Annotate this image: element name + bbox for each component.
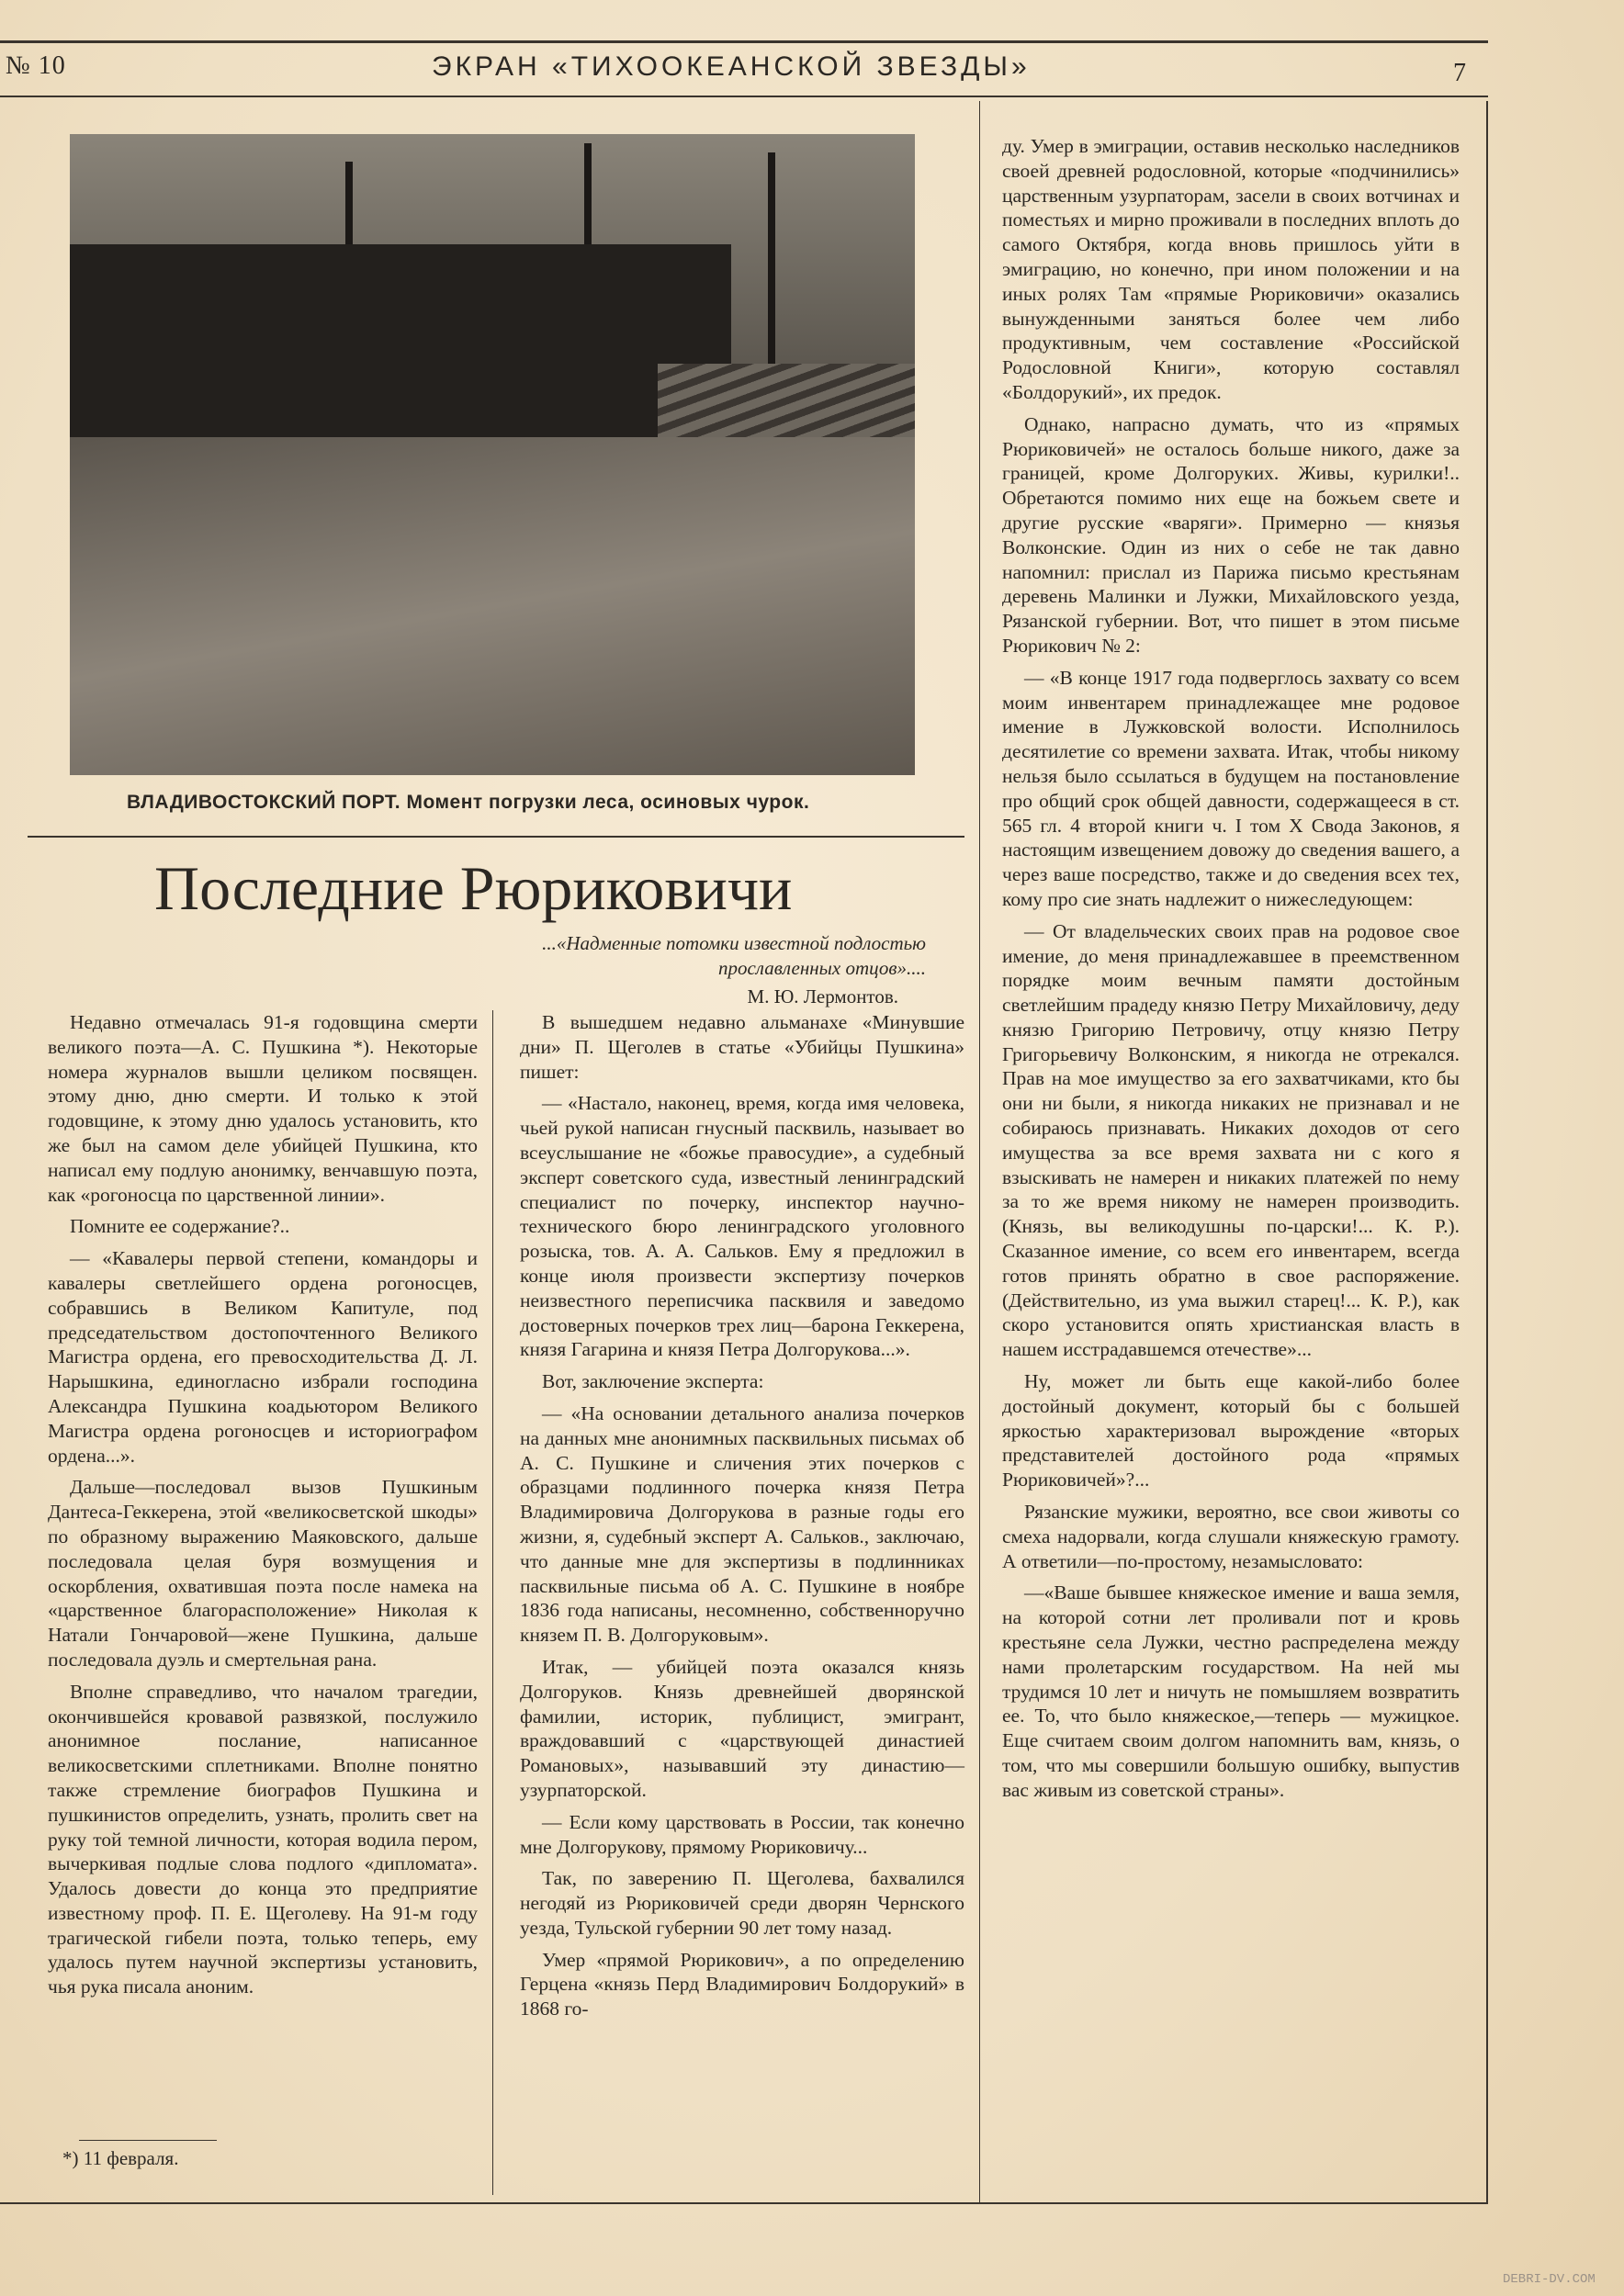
paragraph: Помните ее содержание?.. [70,1215,290,1238]
article-column-1 [48,1010,478,2007]
paragraph: Так, по заверению П. Щеголева, бахвалился негодяй из Рюриковичей среди дворян Чернского уезда, Тульской губернии 90 лет тому назад. [520,1867,964,1939]
paragraph: — От владельческих своих прав на родовое свое имение, до меня принадлежавшее в преемственном порядке моим вечным памяти достойным светлейшим прадеду князю Петру Михайловичу, деду князю Григорию Петровичу, отцу князю Петру Григорьевичу Волконским, я никогда не отрекался. Прав на мое имущество за его захватчиками, кто бы они ни были, я никогда никаких не признавал и не собираюсь признавать. Никаких доходов от сего имущества за все время захвата ни с кого я взыскивать не намерен и никаких платежей по нему за то же время никому не намерен производить. (Князь, вы великодушны по-царски!... К. Р.). Сказанное имение, со всем его инвентарем, всегда готов принять обратно в свое распоряжение. (Действительно, из ума выжил старец!... К. Р.), как скоро установится опять христианская власть в нашем исстрадавшемся отечестве»... [1002,919,1460,1361]
paragraph: — «На основании детального анализа почерков на данных мне анонимных пасквильных письмах об А. С. Пушкине и сличения этих почерков с образцами подлинного почерка князя Петра Владимировича Долгорукова в разные годы его жизни, я, судебный эксперт А. Сальков., заключаю, что данные мне для экспертизы в подлинниках пасквильные письма об А. С. Пушкине в ноябре 1836 года написаны, несомненно, собственноручно князем П. В. Долгоруковым». [520,1401,964,1647]
article-column-2 [520,1010,964,2029]
photo-ship-hull [70,244,731,456]
page-right-border [1486,101,1488,2204]
article-headline: Последние Рюриковичи [154,853,793,923]
paragraph: Вполне справедливо, что началом трагедии, окончившейся кровавой развязкой, послужило анонимное послание, написанное великосветскими сплетниками. Вполне понятно также стремление биографов Пушкина и пушкинистов определить, узнать, пролить свет на руку той темной личности, которая водила пером, вычеркивая подлые слова подлого «дипломата». Удалось довести до конца это предприятие известному проф. П. Е. Щеголеву. На 91-м году трагической гибели поэта, только теперь, ему удалось путем научной экспертизы установить, чья рука писала аноним. [48,1680,478,1998]
article-epigraph [448,931,926,1009]
paragraph: — «Кавалеры первой степени, командоры и кавалеры светлейшего ордена рогоносцев, собравшись в Великом Капитуле, под председательством достопочтенного Великого Магистра ордена, его превосходительства Д. Л. Нарышкина, единогласно избрали господина Александра Пушкина коадьютором Великого Магистра ордена рогоносцев и историографом ордена...». [48,1247,478,1467]
photo-mast [768,152,775,373]
paragraph: Итак, — убийцей поэта оказался князь Долгоруков. Князь древнейшей дворянской фамилии, историк, публицист, эмигрант, враждовавший с «царствующей династией Романовых», называвший эту династию—узурпаторской. [520,1655,964,1801]
paragraph: Недавно отмечалась 91-я годовщина смерти великого поэта—А. С. Пушкина *). Некоторые номера журналов вышли целиком посвящен. этому дню, дню смерти. И только к этой годовщине, к этому дню удалось установить, кто же был на самом деле убийцей Пушкина, кто написал ему подлую анонимку, венчавшую поэта, как «рогоносца по царственной линии». [48,1011,478,1206]
page-number: 7 [1453,59,1466,87]
paragraph: Однако, напрасно думать, что из «прямых Рюриковичей» не осталось больше никого, даже за границей, кроме Долгоруких. Живы, курилки!.. Обретаются помимо них еще на божьем свете и другие русские «варяги». Примерно — князья Волконские. Один из них о себе не так давно напомнил: прислал из Парижа письмо крестьянам деревень Малинки и Лужки, Михайловского уезда, Рязанской губернии. Вот, что пишет в этом письме Рюрикович № 2: [1002,412,1460,657]
paragraph: Умер «прямой Рюрикович», а по определению Герцена «князь Перд Владимирович Болдорукий» в 1868 го- [520,1948,964,2020]
paragraph: — Если кому царствовать в России, так конечно мне Долгорукову, прямому Рюриковичу... [520,1810,964,1858]
port-photograph [70,134,915,775]
epigraph-text: ...«Надменные потомки известной подлостью прославленных отцов».... [542,932,926,979]
newspaper-title: ЭКРАН «ТИХООКЕАНСКОЙ ЗВЕЗДЫ» [432,51,1031,82]
paragraph: — «Настало, наконец, время, когда имя человека, чьей рукой написан гнусный пасквиль, называет во всеуслышание не «божье правосудие», а судебный эксперт советского суда, известный ленинградский специалист по почерку, инспектор научно-технического бюро ленинградского уголовного розыска, тов. А. А. Сальков. Ему я предложил в конце июля произвести экспертизу почерков неизвестного переписчика пасквиля и заведомо достоверных почерков трех лиц—барона Геккерена, князя Гагарина и князя Петра Долгорукова...». [520,1092,964,1361]
footnote-rule [79,2140,217,2141]
paragraph: — «В конце 1917 года подверглось захвату со всем моим инвентарем принадлежащее мне родовое имение в Лужковской волости. Исполнилось десятилетие со времени захвата. Итак, чтобы никому нельзя было ссылаться в будущем на постановление про общий срок общей давности, содержащееся в ст. 565 гл. 4 второй книги ч. I том X Свода Законов, я настоящим извещением довожу до сведения вашего, а через ваше посредство, также и до сведения всех тех, кому про сие знать надлежит о нижеследующем: [1002,666,1460,910]
photo-dock-ground [70,437,915,775]
paragraph: —«Ваше бывшее княжеское имение и ваша земля, на которой сотни лет проливали пот и кровь крестьяне села Лужки, честно распределена между нами пролетарским государством. На ней мы трудимся 10 лет и ничуть не помышляем возвратить ее. То, что было княжеское,—теперь — мужицкое. Еще считаем своим долгом напомнить вам, князь, о том, что мы совершили большую ошибку, выпустив вас живым из советской страны». [1002,1581,1460,1801]
paragraph: Дальше—последовал вызов Пушкиным Дантеса-Геккерена, этой «великосветской шкоды» по образному выражению Маяковского, дальше последовала целая буря возмущения и оскорбления, охватившая поэта после намека на «царственное благорасположение» Николая к Натали Гончаровой—жене Пушкина, дальше последовала дуэль и смертельная рана. [48,1476,478,1671]
photo-caption: ВЛАДИВОСТОКСКИЙ ПОРТ. Момент погрузки леса, осиновых чурок. [127,792,810,813]
epigraph-author: М. Ю. Лермонтов. [747,985,898,1007]
site-watermark: DEBRI-DV.COM [1503,2272,1596,2287]
column-divider [979,101,980,2204]
paragraph: В вышедшем недавно альманахе «Минувшие дни» П. Щеголев в статье «Убийцы Пушкина» пишет: [520,1011,964,1083]
header-rule-top [0,40,1488,43]
page-bottom-rule [0,2202,1488,2204]
paragraph: Рязанские мужики, вероятно, все свои животы со смеха надорвали, когда слушали княжескую грамоту. А ответили—по-простому, незамысловато: [1002,1501,1460,1572]
issue-number: № 10 [6,51,66,80]
headline-rule [28,836,964,838]
column-divider [492,1010,493,2195]
paragraph: Ну, может ли быть еще какой-либо более достойный документ, который бы с большей яркостью характеризовал вырождение «вторых представителей достойного рода «прямых Рюриковичей»?... [1002,1370,1460,1491]
footnote: *) 11 февраля. [62,2147,179,2169]
article-column-3 [1002,134,1460,1810]
header-rule-bottom [0,96,1488,97]
paragraph: Вот, заключение эксперта: [542,1370,764,1393]
paragraph: ду. Умер в эмиграции, оставив несколько наследников своей древней родословной, которые «подчинились» царственным узурпаторам, засели в своих вотчинах и поместьях и мирно проживали в последних вплоть до самого Октября, когда вновь пришлось уйти в эмиграцию, но конечно, при ином положении и на иных ролях Там «прямые Рюриковичи» оказались вынужденными заняться более чем либо продуктивным, чем составление «Российской Родословной Книги», которую составлял «Болдорукий», их предок. [1002,135,1460,403]
